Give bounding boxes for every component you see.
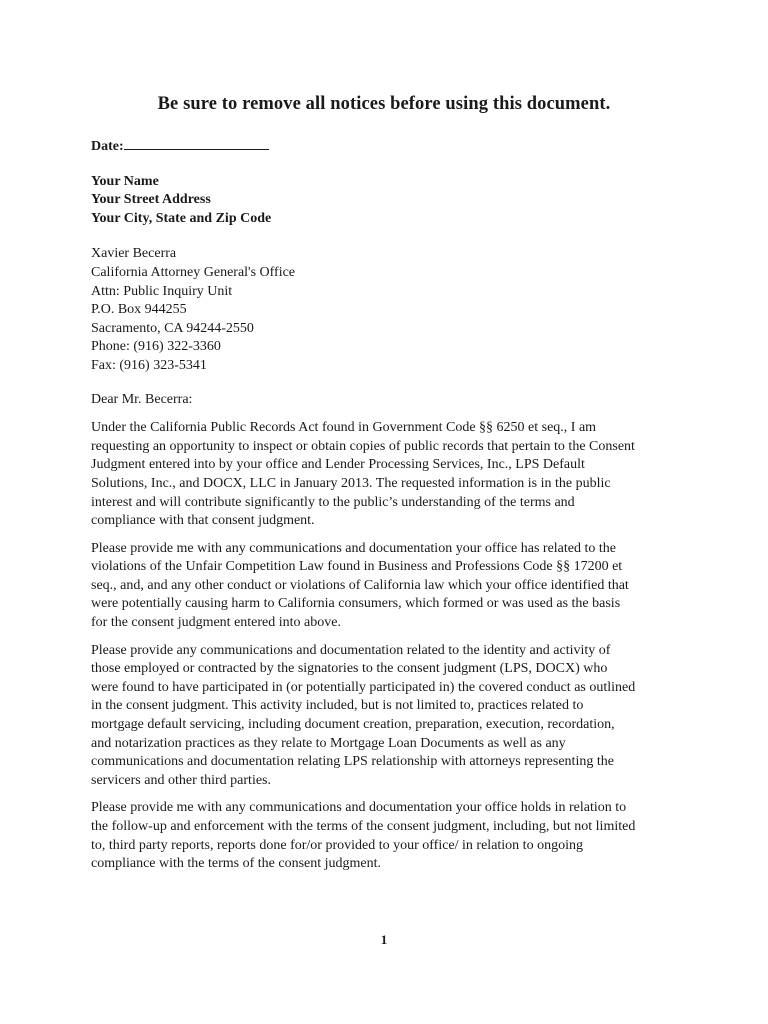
paragraph-4: [91, 799, 691, 873]
paragraph-1: [91, 419, 691, 531]
paragraph-line: Please provide any communications and documentation related to the identity and activity of: [91, 642, 611, 658]
paragraph-3: [91, 642, 691, 791]
paragraph-line: in the consent judgment. This activity included, but is not limited to, practices related to: [91, 698, 584, 714]
recipient-line: Phone: (916) 322-3360: [91, 339, 221, 355]
paragraph-line: seq., and, and any other conduct or violations of California law which your office identified that: [91, 577, 629, 593]
page-number: 1: [380, 932, 388, 947]
notice-heading: Be sure to remove all notices before using this document.: [157, 94, 611, 114]
sender-name: Your Name: [91, 173, 159, 189]
paragraph-line: compliance with that consent judgment.: [91, 513, 315, 529]
letter-body: [91, 135, 691, 883]
sender-block: [91, 173, 691, 229]
paragraph-line: for the consent judgment entered into above.: [91, 615, 341, 631]
paragraph-2: [91, 540, 691, 633]
paragraph-line: were potentially causing harm to California consumers, which formed or was used as the basis: [91, 596, 621, 612]
recipient-line: P.O. Box 944255: [91, 302, 187, 318]
recipient-line: Sacramento, CA 94244-2550: [91, 320, 254, 336]
sender-city: Your City, State and Zip Code: [91, 210, 272, 226]
paragraph-line: mortgage default servicing, including document creation, preparation, execution, recordation,: [91, 717, 615, 733]
paragraph-line: violations of the Unfair Competition Law found in Business and Professions Code §§ 17200 et: [91, 559, 623, 575]
date-label: Date:: [91, 139, 124, 154]
date-row: [91, 135, 691, 157]
salutation: Dear Mr. Becerra:: [91, 391, 193, 407]
paragraph-line: servicers and other third parties.: [91, 772, 271, 788]
recipient-block: [91, 245, 691, 375]
paragraph-line: those employed or contracted by the signatories to the consent judgment (LPS, DOCX) who: [91, 661, 608, 677]
recipient-line: California Attorney General's Office: [91, 264, 296, 280]
sender-street: Your Street Address: [91, 192, 211, 208]
paragraph-line: were found to have participated in (or potentially participated in) the covered conduct as outlined: [91, 679, 636, 695]
paragraph-line: Under the California Public Records Act found in Government Code §§ 6250 et seq., I am: [91, 420, 597, 436]
paragraph-line: Solutions, Inc., and DOCX, LLC in January 2013. The requested information is in the public: [91, 475, 611, 491]
paragraph-line: Please provide me with any communications and documentation your office has related to the: [91, 540, 616, 556]
paragraph-line: communications and documentation relating LPS relationship with attorneys representing the: [91, 754, 614, 770]
recipient-line: Xavier Becerra: [91, 246, 177, 262]
recipient-line: Fax: (916) 323-5341: [91, 357, 207, 373]
paragraph-line: to, third party reports, reports done for/or provided to your office/ in relation to ongoing: [91, 837, 583, 853]
paragraph-line: compliance with the terms of the consent judgment.: [91, 856, 382, 872]
recipient-line: Attn: Public Inquiry Unit: [91, 283, 233, 299]
paragraph-line: and notarization practices as they relate to Mortgage Loan Documents as well as any: [91, 735, 566, 751]
paragraph-line: Judgment entered into by your office and Lender Processing Services, Inc., LPS Default: [91, 457, 585, 473]
paragraph-line: Please provide me with any communications and documentation your office holds in relation to: [91, 800, 627, 816]
date-blank-line: [124, 135, 269, 150]
paragraph-line: interest and will contribute significantly to the public’s understanding of the terms and: [91, 494, 575, 510]
paragraph-line: requesting an opportunity to inspect or obtain copies of public records that pertain to the Consent: [91, 438, 635, 454]
paragraph-line: the follow-up and enforcement with the terms of the consent judgment, including, but not limited: [91, 819, 636, 834]
